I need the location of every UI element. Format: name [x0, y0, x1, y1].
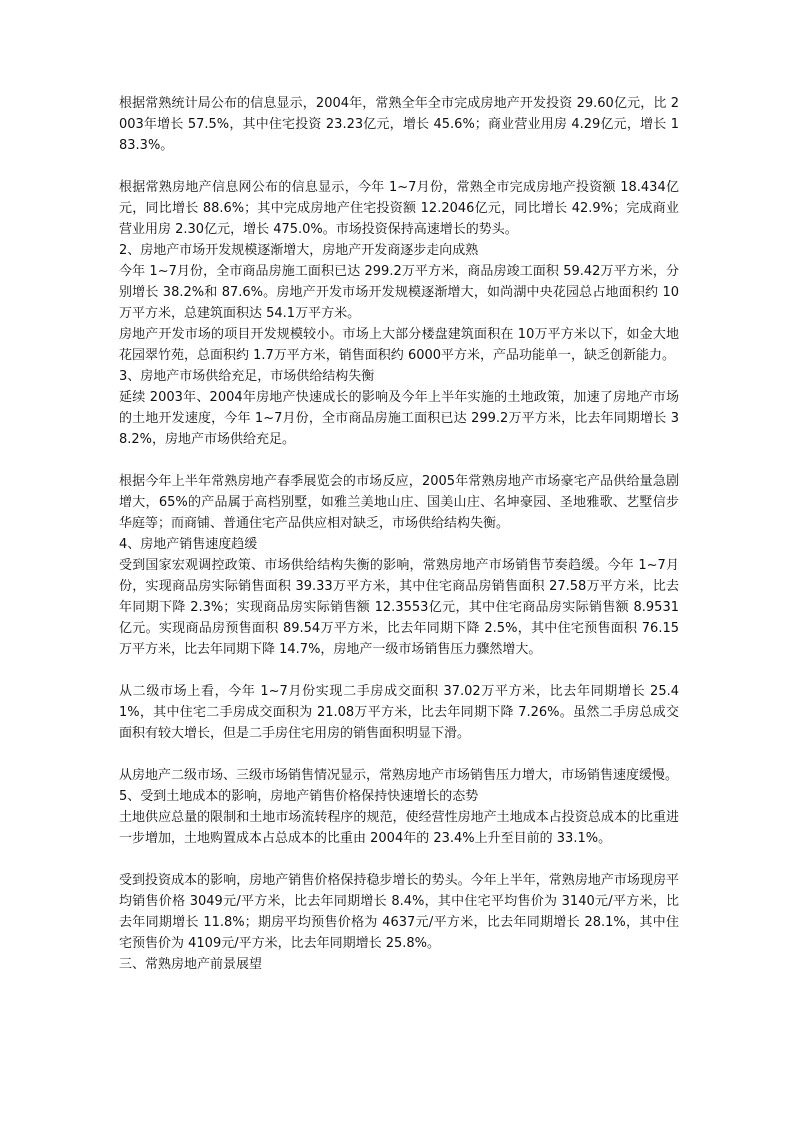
paragraph-gap [119, 660, 679, 681]
paragraph-gap [119, 744, 679, 765]
document-body [119, 93, 679, 975]
section-heading-2: 2、房地产市场开发规模逐渐增大，房地产开发商逐步走向成熟 [119, 243, 479, 258]
paragraph-construction-area: 今年 1~7月份，全市商品房施工面积已达 299.2万平方米，商品房竣工面积 59.42万平方米，分别增长 38.2%和 87.6%。房地产开发市场开发规模逐渐增大，如尚湖中央花园总占地面积约 10万平方米，总建筑面积达 54.1万平方米。 [119, 264, 679, 321]
paragraph-secondary-market: 从二级市场上看，今年 1~7月份实现二手房成交面积 37.02万平方米，比去年同期增长 25.41%，其中住宅二手房成交面积为 21.08万平方米，比去年同期下降 7.26%。虽然二手房总成交面积有较大增长，但是二手房住宅用房的销售面积明显下滑。 [119, 684, 679, 741]
paragraph-supply-growth: 延续 2003年、2004年房地产快速成长的影响及今年上半年实施的土地政策，加速了房地产市场的土地开发速度，今年 1~7月份，全市商品房施工面积已达 299.2万平方米，比去年同期增长 38.2%，房地产市场供给充足。 [119, 390, 679, 447]
paragraph-project-scale: 房地产开发市场的项目开发规模较小。市场上大部分楼盘建筑面积在 10万平方米以下，如金大地花园翠竹苑，总面积约 1.7万平方米，销售面积约 6000平方米，产品功能单一，缺乏创新能力。 [119, 327, 679, 363]
paragraph-sales-slowdown: 受到国家宏观调控政策、市场供给结构失衡的影响，常熟房地产市场销售节奏趋缓。今年 1~7月份，实现商品房实际销售面积 39.33万平方米，其中住宅商品房销售面积 27.58万平方米，比去年同期下降 2.3%；实现商品房实际销售额 12.3553亿元，其中住宅商品房实际销售额 8.9531亿元。实现商品房预售面积 89.54万平方米，比去年同期下降 2.5%，其中住宅预售面积 76.15万平方米，比去年同期下降 14.7%，房地产一级市场销售压力骤然增大。 [119, 558, 679, 657]
paragraph-land-cost: 土地供应总量的限制和土地市场流转程序的规范，使经营性房地产土地成本占投资总成本的比重进一步增加，土地购置成本占总成本的比重由 2004年的 23.4%上升至目前的 33.1%。 [119, 810, 679, 846]
paragraph-gap [119, 156, 679, 177]
section-heading-5: 5、受到土地成本的影响，房地产销售价格保持快速增长的态势 [119, 789, 479, 804]
chapter-heading-3: 三、常熟房地产前景展望 [119, 957, 263, 972]
paragraph-price-growth: 受到投资成本的影响，房地产销售价格保持稳步增长的势头。今年上半年，常熟房地产市场现房平均销售价格 3049元/平方米，比去年同期增长 8.4%，其中住宅平均售价为 3140元/平方米，比去年同期增长 11.8%；期房平均预售价格为 4637元/平方米，比去年同期增长 28.1%，其中住宅预售价为 4109元/平方米，比去年同期增长 25.8%。 [119, 873, 679, 951]
paragraph-investment-jan-jul: 根据常熟房地产信息网公布的信息显示，今年 1~7月份，常熟全市完成房地产投资额 18.434亿元，同比增长 88.6%；其中完成房地产住宅投资额 12.2046亿元，同比增长 42.9%；完成商业营业用房 2.30亿元，增长 475.0%。市场投资保持高速增长的势头。 [119, 180, 679, 237]
section-heading-4: 4、房地产销售速度趋缓 [119, 537, 258, 552]
paragraph-gap [119, 849, 679, 870]
section-heading-3: 3、房地产市场供给充足，市场供给结构失衡 [119, 369, 375, 384]
paragraph-supply-structure: 根据今年上半年常熟房地产春季展览会的市场反应，2005年常熟房地产市场豪宅产品供给量急剧增大，65%的产品属于高档别墅，如雅兰美地山庄、国美山庄、名坤豪园、圣地雅歌、艺墅信步华庭等；而商铺、普通住宅产品供应相对缺乏，市场供给结构失衡。 [119, 474, 679, 531]
paragraph-gap [119, 450, 679, 471]
paragraph-sales-pressure: 从房地产二级市场、三级市场销售情况显示，常熟房地产市场销售压力增大，市场销售速度缓慢。 [119, 768, 679, 783]
paragraph-investment-2004: 根据常熟统计局公布的信息显示，2004年，常熟全年全市完成房地产开发投资 29.60亿元，比 2003年增长 57.5%，其中住宅投资 23.23亿元，增长 45.6%；商业营业用房 4.29亿元，增长 183.3%。 [119, 96, 679, 153]
